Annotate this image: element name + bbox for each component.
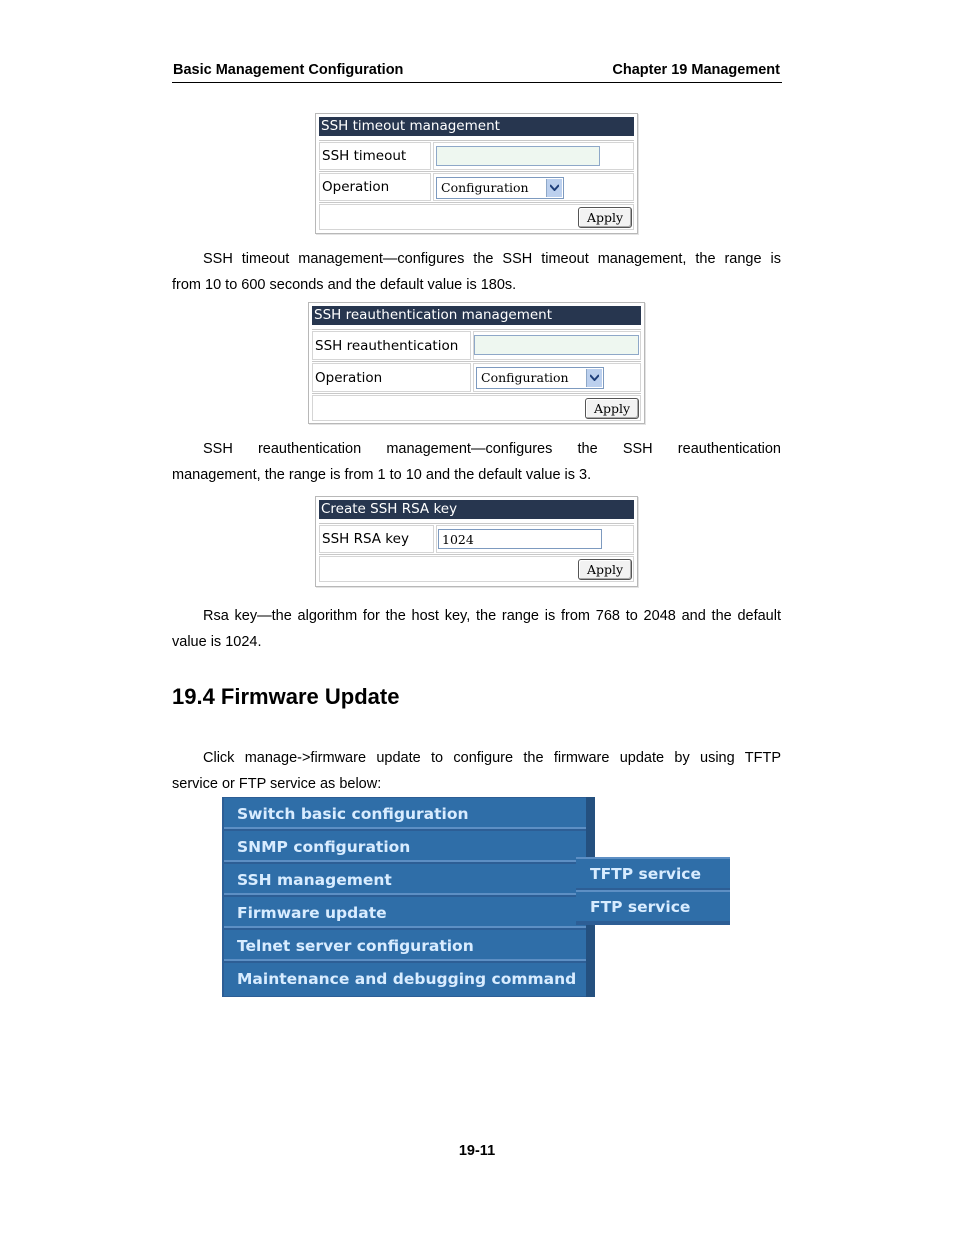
ssh-reauth-input[interactable] — [474, 335, 639, 355]
ssh-reauth-row — [312, 329, 641, 361]
reauth-description-line2: management, the range is from 1 to 10 and the default value is 3. — [172, 467, 592, 483]
ssh-timeout-label: SSH timeout — [322, 148, 407, 164]
ssh-timeout-input[interactable] — [436, 146, 600, 166]
panel-title: SSH reauthentication management — [312, 306, 641, 325]
firmware-submenu — [576, 857, 730, 925]
apply-row — [319, 554, 634, 583]
chevron-down-icon[interactable] — [546, 179, 562, 197]
ssh-timeout-panel — [315, 113, 638, 234]
manage-menu — [222, 797, 595, 997]
panel-title: SSH timeout management — [319, 117, 634, 136]
operation-select-value: Configuration — [441, 180, 529, 195]
menu-item-maintenance-debugging[interactable]: Maintenance and debugging command — [224, 963, 586, 996]
submenu-item-tftp-service[interactable]: TFTP service — [576, 857, 730, 888]
rsa-description-line2: value is 1024. — [172, 634, 262, 650]
menu-item-telnet-server-configuration[interactable]: Telnet server configuration — [224, 930, 586, 961]
rsa-key-label: SSH RSA key — [322, 531, 409, 547]
menu-item-switch-basic-configuration[interactable]: Switch basic configuration — [224, 798, 586, 829]
create-rsa-key-panel — [315, 496, 638, 587]
operation-label: Operation — [322, 179, 390, 195]
header-right: Chapter 19 Management — [612, 62, 780, 78]
apply-button[interactable]: Apply — [578, 559, 632, 580]
apply-row — [319, 202, 634, 231]
operation-row — [319, 171, 634, 202]
ssh-timeout-row — [319, 140, 634, 171]
ssh-reauth-label: SSH reauthentication — [315, 337, 459, 354]
apply-button[interactable]: Apply — [578, 207, 632, 228]
ssh-reauth-panel — [308, 302, 645, 424]
page-header — [172, 62, 782, 83]
section-heading: 19.4 Firmware Update — [172, 684, 400, 709]
rsa-key-row — [319, 523, 634, 554]
firmware-description-line2: service or FTP service as below: — [172, 776, 382, 792]
reauth-description — [172, 436, 781, 488]
menu-item-ssh-management[interactable]: SSH management — [224, 864, 586, 895]
operation-row — [312, 361, 641, 393]
operation-select[interactable] — [436, 177, 564, 199]
rsa-description-line1: Rsa key—the algorithm for the host key, the range is from 768 to 2048 and the default — [203, 608, 781, 624]
panel-title: Create SSH RSA key — [319, 500, 634, 519]
timeout-description-line1: SSH timeout management—configures the SSH timeout management, the range is — [203, 251, 781, 267]
timeout-description — [172, 246, 781, 298]
menu-item-snmp-configuration[interactable]: SNMP configuration — [224, 831, 586, 862]
apply-row — [312, 393, 641, 422]
firmware-description — [172, 745, 781, 797]
operation-label: Operation — [315, 369, 383, 386]
rsa-description — [172, 603, 781, 655]
reauth-description-line1: SSH reauthentication management—configures the SSH reauthentication — [203, 441, 781, 457]
chevron-down-icon[interactable] — [586, 369, 602, 387]
menu-item-firmware-update[interactable]: Firmware update — [224, 897, 586, 928]
page-number: 19-11 — [458, 1143, 496, 1159]
timeout-description-line2: from 10 to 600 seconds and the default value is 180s. — [172, 277, 517, 293]
submenu-item-ftp-service[interactable]: FTP service — [576, 890, 730, 921]
firmware-description-line1: Click manage->firmware update to configure the firmware update by using TFTP — [203, 750, 781, 766]
operation-select-value: Configuration — [481, 370, 569, 385]
apply-button[interactable]: Apply — [585, 398, 639, 419]
operation-select[interactable] — [476, 367, 604, 389]
rsa-key-input[interactable]: 1024 — [438, 529, 602, 549]
header-left: Basic Management Configuration — [173, 62, 404, 78]
